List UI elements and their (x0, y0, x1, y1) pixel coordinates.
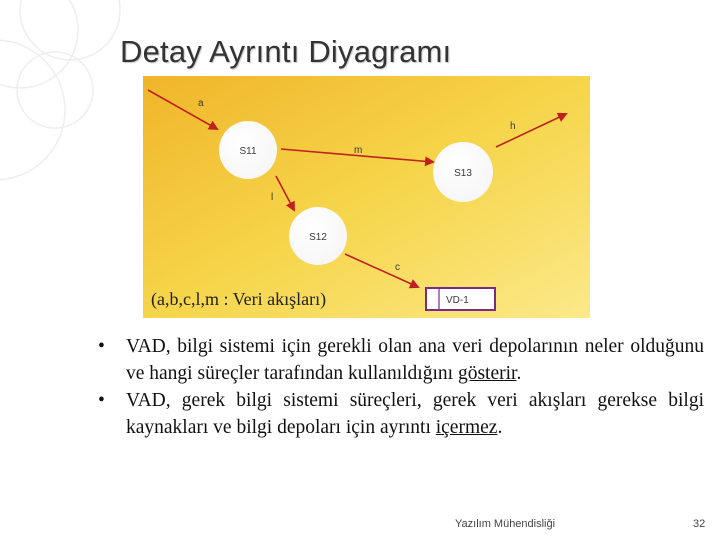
data-store-vd1 (426, 288, 495, 310)
process-s12 (289, 207, 347, 265)
flow-label-c: c (395, 262, 400, 273)
bullet-emphasis: gösterir (457, 363, 517, 384)
bullet-list (98, 333, 704, 441)
process-s11 (219, 121, 277, 179)
bullet-text: VAD, bilgi sistemi için gerekli olan ana veri depolarının neler olduğunu ve hangi süreçler tarafından kullanıldığını (126, 336, 704, 384)
diagram-background (143, 76, 590, 318)
bullet-item (98, 387, 704, 441)
bullet-emphasis: içermez (435, 417, 498, 438)
process-s11-label: S11 (239, 146, 257, 157)
bullet-end: . (497, 417, 503, 438)
bullet-text: VAD, gerek bilgi sistemi süreçleri, gerek veri akışları gerekse bilgi kaynakları ve bilgi depoları için ayrıntı (126, 390, 704, 438)
data-flow-diagram (143, 76, 590, 318)
process-s12-label: S12 (309, 232, 327, 243)
flow-label-a: a (198, 98, 204, 109)
flow-label-m: m (354, 145, 363, 156)
diagram-caption: (a,b,c,l,m : Veri akışları) (151, 289, 327, 309)
bullet-end: . (516, 363, 522, 384)
page-number: 32 (693, 518, 706, 530)
flow-label-h: h (510, 121, 516, 132)
flow-label-l: l (271, 192, 274, 203)
bullet-dot-icon: • (98, 390, 105, 411)
slide-title: Detay Ayrıntı Diyagramı (120, 34, 452, 69)
process-s13 (433, 142, 493, 202)
bullet-item (98, 333, 704, 387)
data-store-label: VD-1 (446, 295, 469, 306)
bullet-dot-icon: • (98, 336, 105, 357)
process-s13-label: S13 (454, 168, 472, 179)
footer-text: Yazılım Mühendisliği (455, 518, 556, 530)
